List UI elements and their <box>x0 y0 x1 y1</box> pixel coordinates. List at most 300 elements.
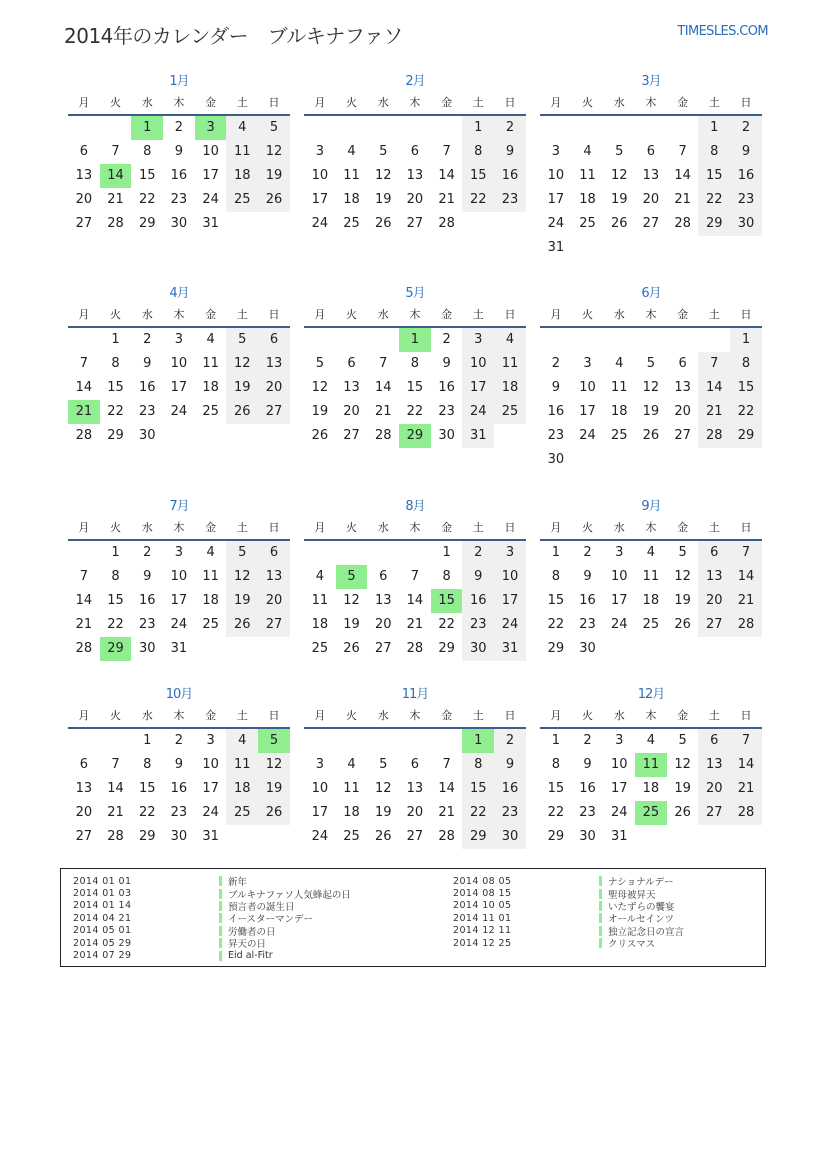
weekday-label: 火 <box>110 709 122 722</box>
month-name: 5月 <box>405 286 425 301</box>
day-cell: 25 <box>642 617 660 632</box>
legend-row <box>73 875 351 887</box>
day-cell: 21 <box>730 589 762 613</box>
weekday-label: 火 <box>582 308 594 321</box>
day-cell-empty <box>304 328 336 352</box>
month-name: 7月 <box>169 499 189 514</box>
day-cell: 19 <box>311 404 329 419</box>
day-cell: 29 <box>730 424 762 448</box>
day-cell: 27 <box>374 641 392 656</box>
day-cell: 8 <box>551 757 560 772</box>
weekday-header <box>540 304 762 328</box>
day-cell: 10 <box>202 757 219 772</box>
day-cell-empty <box>603 116 635 140</box>
day-cell-holiday: 1 <box>131 116 163 140</box>
weekday-label: 木 <box>173 709 185 722</box>
weekday-label: 土 <box>708 96 720 109</box>
weekday-label: 土 <box>472 521 484 534</box>
holiday-name: Eid al-Fitr <box>228 950 273 962</box>
day-cell: 21 <box>698 400 730 424</box>
day-cell: 6 <box>698 729 730 753</box>
holiday-name: 独立記念日の宣言 <box>608 926 685 938</box>
day-cell: 21 <box>730 777 762 801</box>
month-6 <box>540 284 762 472</box>
day-cell: 20 <box>674 404 691 419</box>
day-cell: 8 <box>551 569 560 584</box>
day-cell-holiday: 15 <box>431 589 463 613</box>
weekday-label: 日 <box>268 96 280 109</box>
weekday-label: 火 <box>582 709 594 722</box>
day-cell: 18 <box>343 805 360 820</box>
day-cell-holiday: 3 <box>195 116 227 140</box>
day-cell: 16 <box>494 164 526 188</box>
day-cell-empty <box>572 116 604 140</box>
day-cell: 3 <box>615 545 624 560</box>
day-cell-holiday: 29 <box>100 637 132 661</box>
day-cell: 4 <box>646 733 656 748</box>
weekday-header <box>540 92 762 116</box>
holiday-legend <box>60 868 766 967</box>
day-cell: 19 <box>226 589 258 613</box>
day-cell: 11 <box>579 168 596 183</box>
day-cell: 11 <box>343 168 360 183</box>
day-cell: 6 <box>258 541 290 565</box>
day-cell-empty <box>367 328 399 352</box>
holiday-date: 2014 11 01 <box>453 912 512 924</box>
day-cell: 29 <box>138 216 156 231</box>
day-cell: 5 <box>258 116 290 140</box>
day-cell: 1 <box>111 332 120 347</box>
month-name: 11月 <box>401 687 429 702</box>
day-cell: 12 <box>374 781 392 796</box>
day-cell: 19 <box>258 777 290 801</box>
day-cell: 9 <box>494 140 526 164</box>
legend-row <box>73 900 351 912</box>
day-cell: 25 <box>343 829 360 844</box>
day-cell: 1 <box>551 545 560 560</box>
weekday-label: 日 <box>504 308 516 321</box>
legend-row <box>453 937 684 949</box>
month-name: 9月 <box>641 499 661 514</box>
day-cell: 20 <box>258 589 290 613</box>
day-cell: 8 <box>410 356 420 371</box>
day-cell: 16 <box>579 781 596 796</box>
day-grid <box>304 116 526 236</box>
holiday-marker <box>219 876 222 886</box>
day-cell-empty <box>68 116 100 140</box>
weekday-label: 水 <box>141 96 153 109</box>
day-cell: 8 <box>442 569 451 584</box>
day-cell-empty <box>336 541 368 565</box>
weekday-label: 日 <box>740 709 752 722</box>
day-cell: 5 <box>226 328 258 352</box>
holiday-name: 預言者の誕生日 <box>228 901 295 913</box>
holiday-date: 2014 10 05 <box>453 900 512 912</box>
day-cell: 3 <box>551 144 560 159</box>
day-cell: 14 <box>438 168 455 183</box>
day-cell: 28 <box>698 424 730 448</box>
day-cell: 20 <box>75 192 93 207</box>
weekday-label: 金 <box>441 709 453 722</box>
day-cell: 5 <box>379 144 388 159</box>
weekday-label: 火 <box>582 96 594 109</box>
day-cell: 24 <box>202 805 219 820</box>
day-cell: 12 <box>343 593 360 608</box>
weekday-label: 日 <box>504 521 516 534</box>
holiday-date: 2014 12 25 <box>453 937 512 949</box>
day-cell: 22 <box>462 188 494 212</box>
day-cell: 27 <box>642 216 660 231</box>
day-cell: 26 <box>343 641 360 656</box>
day-cell: 28 <box>374 428 392 443</box>
day-cell: 22 <box>730 400 762 424</box>
site-name: TIMESLES.COM <box>677 24 768 39</box>
day-cell: 20 <box>698 777 730 801</box>
day-cell: 12 <box>610 168 628 183</box>
day-cell-empty <box>367 541 399 565</box>
day-cell-empty <box>68 729 100 753</box>
day-cell: 18 <box>642 593 660 608</box>
weekday-label: 水 <box>141 521 153 534</box>
weekday-label: 水 <box>377 96 389 109</box>
weekday-label: 月 <box>550 521 562 534</box>
day-cell: 7 <box>379 356 388 371</box>
weekday-header <box>304 92 526 116</box>
day-cell: 10 <box>610 757 628 772</box>
day-cell: 15 <box>138 781 156 796</box>
day-cell: 16 <box>138 593 156 608</box>
day-cell: 4 <box>347 757 356 772</box>
day-cell: 9 <box>583 757 592 772</box>
day-cell: 2 <box>583 733 592 748</box>
day-cell: 19 <box>610 192 628 207</box>
day-grid <box>540 328 762 472</box>
weekday-label: 金 <box>441 96 453 109</box>
day-cell: 3 <box>494 541 526 565</box>
weekday-label: 木 <box>409 96 421 109</box>
day-cell: 23 <box>579 805 596 820</box>
day-cell: 24 <box>547 216 565 231</box>
day-cell-empty <box>367 729 399 753</box>
month-name: 12月 <box>637 687 665 702</box>
day-cell: 15 <box>730 376 762 400</box>
day-cell: 31 <box>202 829 219 844</box>
day-cell-holiday: 14 <box>100 164 132 188</box>
day-cell: 26 <box>226 400 258 424</box>
day-cell: 27 <box>698 613 730 637</box>
holiday-marker <box>219 901 222 911</box>
day-cell-empty <box>667 328 699 352</box>
day-cell: 3 <box>206 733 215 748</box>
day-cell: 16 <box>579 593 596 608</box>
day-cell: 12 <box>674 569 691 584</box>
day-cell: 6 <box>347 356 356 371</box>
weekday-header <box>540 517 762 541</box>
day-cell: 28 <box>730 613 762 637</box>
holiday-marker <box>219 951 222 961</box>
weekday-label: 水 <box>613 521 625 534</box>
day-cell: 21 <box>438 192 455 207</box>
holiday-name: 労働者の日 <box>228 926 276 938</box>
day-cell-holiday: 1 <box>399 328 431 352</box>
day-cell: 14 <box>698 376 730 400</box>
weekday-label: 日 <box>740 96 752 109</box>
holiday-date: 2014 01 14 <box>73 900 132 912</box>
day-cell: 10 <box>170 356 188 371</box>
weekday-label: 日 <box>740 308 752 321</box>
holiday-date: 2014 07 29 <box>73 950 132 962</box>
day-cell: 25 <box>610 428 628 443</box>
month-name: 1月 <box>169 74 189 89</box>
day-cell: 15 <box>406 380 424 395</box>
weekday-label: 金 <box>677 709 689 722</box>
day-cell: 17 <box>462 376 494 400</box>
day-cell: 1 <box>143 733 152 748</box>
day-cell: 2 <box>583 545 592 560</box>
month-7 <box>68 497 290 661</box>
day-cell: 26 <box>374 216 392 231</box>
weekday-label: 水 <box>377 308 389 321</box>
day-cell: 6 <box>79 144 88 159</box>
day-cell: 29 <box>107 428 124 443</box>
day-cell: 2 <box>494 729 526 753</box>
day-cell: 23 <box>494 188 526 212</box>
weekday-label: 水 <box>377 709 389 722</box>
day-cell: 7 <box>111 144 120 159</box>
day-cell: 27 <box>343 428 360 443</box>
day-cell: 28 <box>75 641 93 656</box>
day-cell: 17 <box>202 168 219 183</box>
day-cell: 28 <box>107 829 124 844</box>
day-cell: 7 <box>730 541 762 565</box>
weekday-label: 金 <box>205 96 217 109</box>
day-cell: 12 <box>642 380 660 395</box>
day-cell: 19 <box>374 192 392 207</box>
day-cell: 24 <box>311 216 329 231</box>
day-cell: 22 <box>406 404 424 419</box>
weekday-label: 水 <box>377 521 389 534</box>
day-cell: 15 <box>138 168 156 183</box>
day-cell: 7 <box>79 569 88 584</box>
day-grid <box>304 729 526 849</box>
weekday-label: 火 <box>346 709 358 722</box>
day-cell: 20 <box>258 376 290 400</box>
day-cell: 27 <box>258 400 290 424</box>
day-cell: 13 <box>674 380 691 395</box>
day-cell: 12 <box>674 757 691 772</box>
day-cell: 19 <box>674 781 691 796</box>
day-cell: 27 <box>258 613 290 637</box>
weekday-label: 月 <box>78 709 90 722</box>
day-cell: 14 <box>730 753 762 777</box>
weekday-label: 土 <box>708 709 720 722</box>
legend-row <box>73 925 351 937</box>
day-cell: 2 <box>442 332 451 347</box>
legend-row <box>453 912 684 924</box>
day-cell: 2 <box>143 545 152 560</box>
weekday-label: 火 <box>346 521 358 534</box>
day-cell: 4 <box>494 328 526 352</box>
day-cell: 24 <box>170 617 188 632</box>
weekday-label: 日 <box>504 709 516 722</box>
day-cell-empty <box>100 729 132 753</box>
holiday-date: 2014 05 01 <box>73 925 132 937</box>
day-cell: 9 <box>143 569 152 584</box>
day-cell: 22 <box>138 192 156 207</box>
day-cell: 20 <box>75 805 93 820</box>
holiday-marker <box>599 926 602 936</box>
weekday-label: 火 <box>346 308 358 321</box>
day-grid <box>304 541 526 661</box>
day-grid <box>68 729 290 849</box>
weekday-label: 月 <box>78 96 90 109</box>
weekday-header <box>304 304 526 328</box>
legend-column-right <box>453 875 684 949</box>
day-cell: 4 <box>226 729 258 753</box>
day-cell: 11 <box>226 753 258 777</box>
holiday-date: 2014 01 03 <box>73 888 132 900</box>
day-cell: 12 <box>374 168 392 183</box>
day-cell: 7 <box>410 569 420 584</box>
weekday-header <box>540 705 762 729</box>
day-cell: 20 <box>406 192 424 207</box>
day-cell: 18 <box>343 192 360 207</box>
day-cell-empty <box>572 328 604 352</box>
day-cell: 9 <box>462 565 494 589</box>
day-cell: 17 <box>202 781 219 796</box>
day-cell: 12 <box>258 753 290 777</box>
day-cell: 7 <box>442 144 451 159</box>
weekday-label: 金 <box>205 709 217 722</box>
day-cell: 5 <box>678 545 687 560</box>
weekday-label: 木 <box>645 709 657 722</box>
day-grid <box>540 541 762 661</box>
day-cell: 20 <box>374 617 392 632</box>
weekday-header <box>304 705 526 729</box>
day-cell: 30 <box>579 829 596 844</box>
day-cell: 26 <box>226 613 258 637</box>
weekday-label: 木 <box>173 521 185 534</box>
day-cell: 13 <box>698 565 730 589</box>
weekday-label: 土 <box>472 308 484 321</box>
day-cell: 16 <box>462 589 494 613</box>
day-cell: 19 <box>258 164 290 188</box>
day-cell-empty <box>399 541 431 565</box>
day-cell: 24 <box>579 428 596 443</box>
weekday-label: 火 <box>110 96 122 109</box>
day-cell: 8 <box>111 356 120 371</box>
holiday-name: 新年 <box>228 877 248 889</box>
day-cell: 18 <box>202 593 219 608</box>
day-cell: 5 <box>226 541 258 565</box>
day-cell: 16 <box>730 164 762 188</box>
day-cell: 2 <box>462 541 494 565</box>
day-cell: 27 <box>406 216 424 231</box>
day-cell: 10 <box>579 380 596 395</box>
day-cell: 6 <box>698 541 730 565</box>
day-cell: 4 <box>646 545 656 560</box>
day-cell: 10 <box>202 144 219 159</box>
day-cell: 1 <box>730 328 762 352</box>
day-cell: 22 <box>462 801 494 825</box>
day-cell: 6 <box>258 328 290 352</box>
day-cell: 6 <box>379 569 388 584</box>
day-cell: 11 <box>226 140 258 164</box>
weekday-header <box>68 517 290 541</box>
weekday-label: 月 <box>314 96 326 109</box>
holiday-marker <box>599 889 602 899</box>
weekday-label: 金 <box>677 521 689 534</box>
day-grid <box>68 541 290 661</box>
day-cell: 2 <box>174 120 184 135</box>
day-cell: 27 <box>698 801 730 825</box>
day-cell: 20 <box>698 589 730 613</box>
day-cell-empty <box>336 116 368 140</box>
day-cell-holiday: 1 <box>462 729 494 753</box>
legend-row <box>453 887 684 899</box>
day-cell: 31 <box>610 829 628 844</box>
day-cell: 31 <box>170 641 188 656</box>
day-cell: 14 <box>75 380 93 395</box>
day-cell: 30 <box>730 212 762 236</box>
day-cell: 22 <box>698 188 730 212</box>
legend-row <box>453 875 684 887</box>
day-cell: 1 <box>698 116 730 140</box>
day-cell: 1 <box>551 733 560 748</box>
day-cell: 21 <box>75 617 93 632</box>
day-cell: 8 <box>143 757 152 772</box>
day-cell: 8 <box>111 569 120 584</box>
month-name: 3月 <box>641 74 661 89</box>
weekday-label: 木 <box>173 96 185 109</box>
day-cell-empty <box>304 729 336 753</box>
weekday-label: 火 <box>110 308 122 321</box>
day-cell: 14 <box>406 593 424 608</box>
day-cell: 13 <box>406 781 424 796</box>
weekday-label: 月 <box>78 521 90 534</box>
day-cell: 24 <box>462 400 494 424</box>
day-cell: 4 <box>206 545 215 560</box>
day-cell: 12 <box>258 140 290 164</box>
weekday-label: 水 <box>141 308 153 321</box>
day-cell: 21 <box>674 192 691 207</box>
day-cell-holiday: 11 <box>635 753 667 777</box>
day-cell: 28 <box>75 428 93 443</box>
day-cell: 7 <box>442 757 451 772</box>
day-cell: 19 <box>343 617 360 632</box>
day-cell: 5 <box>615 144 624 159</box>
day-cell: 5 <box>315 356 324 371</box>
weekday-label: 水 <box>141 709 153 722</box>
day-cell: 25 <box>343 216 360 231</box>
day-cell: 9 <box>174 144 184 159</box>
day-cell: 26 <box>311 428 329 443</box>
day-cell: 17 <box>610 593 628 608</box>
holiday-marker <box>599 913 602 923</box>
day-cell: 19 <box>642 404 660 419</box>
weekday-label: 日 <box>268 308 280 321</box>
day-cell-empty <box>399 729 431 753</box>
page-title: 2014年のカレンダー ブルキナファソ <box>64 24 403 48</box>
day-cell-empty <box>100 116 132 140</box>
day-cell: 4 <box>315 569 324 584</box>
weekday-label: 土 <box>236 709 248 722</box>
weekday-label: 火 <box>346 96 358 109</box>
day-cell: 28 <box>107 216 124 231</box>
day-cell: 29 <box>438 641 455 656</box>
month-8 <box>304 497 526 661</box>
holiday-marker <box>599 938 602 948</box>
